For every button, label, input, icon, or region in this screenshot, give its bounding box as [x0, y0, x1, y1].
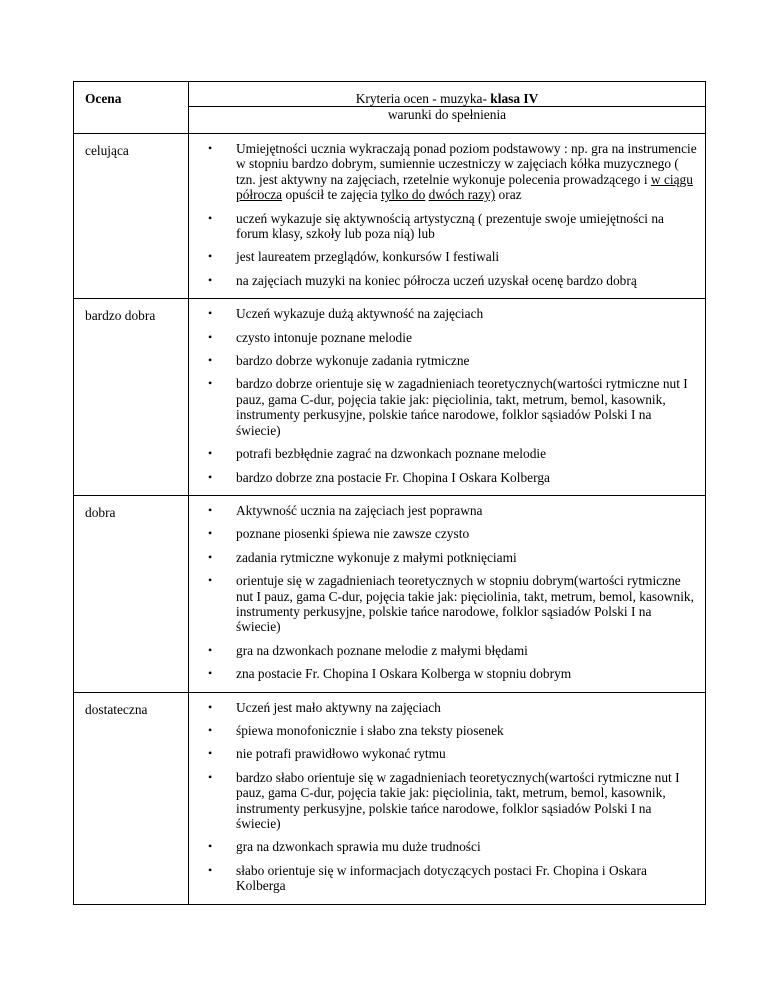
- criteria-item: • bardzo słabo orientuje się w zagadnieniach teoretycznych(wartości rytmiczne nut I pauz, gama C-dur, pojęcia takie jak: pięciolinia, takt, metrum, bemol, kasownik, instrumenty perkusyjne, polskie tańce narodowe, folklor sąsiadów Polski I na świecie): [189, 770, 699, 832]
- grade-row: [74, 299, 706, 496]
- criteria-list: [189, 693, 705, 904]
- criteria-cell: [189, 134, 706, 299]
- criteria-item: • na zajęciach muzyki na koniec półrocza uczeń uzyskał ocenę bardzo dobrą: [189, 273, 699, 288]
- criteria-item: • śpiewa monofonicznie i słabo zna teksty piosenek: [189, 723, 699, 738]
- criteria-item: • gra na dzwonkach sprawia mu duże trudności: [189, 839, 699, 854]
- criteria-item: • jest laureatem przeglądów, konkursów I festiwali: [189, 249, 699, 264]
- criteria-item: • nie potrafi prawidłowo wykonać rytmu: [189, 746, 699, 761]
- criteria-item: • czysto intonuje poznane melodie: [189, 330, 699, 345]
- criteria-item: • bardzo dobrze zna postacie Fr. Chopina I Oskara Kolberga: [189, 470, 699, 485]
- criteria-item: • Aktywność ucznia na zajęciach jest poprawna: [189, 503, 699, 518]
- criteria-item: • uczeń wykazuje się aktywnością artystyczną ( prezentuje swoje umiejętności na forum klasy, szkoły lub poza nią) lub: [189, 211, 699, 242]
- criteria-item: • zna postacie Fr. Chopina I Oskara Kolberga w stopniu dobrym: [189, 666, 699, 681]
- grade-name: dobra: [74, 495, 189, 692]
- criteria-item: • orientuje się w zagadnieniach teoretycznych w stopniu dobrym(wartości rytmiczne nut I pauz, gama C-dur, pojęcia takie jak: pięciolinia, takt, metrum, bemol, kasownik, instrumenty perkusyjne, polskie tańce narodowe, folklor sąsiadów Polski I na świecie): [189, 573, 699, 635]
- grade-row: [74, 495, 706, 692]
- class-label: klasa IV: [490, 91, 539, 106]
- grade-row: [74, 692, 706, 904]
- criteria-item: • gra na dzwonkach poznane melodie z małymi błędami: [189, 643, 699, 658]
- conditions-subheading: warunki do spełnienia: [189, 107, 706, 134]
- criteria-item: • słabo orientuje się w informacjach dotyczących postaci Fr. Chopina i Oskara Kolberga: [189, 863, 699, 894]
- table-header-row: [74, 82, 706, 107]
- criteria-cell: [189, 299, 706, 496]
- criteria-cell: [189, 495, 706, 692]
- criteria-title-prefix: Kryteria ocen - muzyka-: [355, 91, 491, 106]
- criteria-item: • Uczeń jest mało aktywny na zajęciach: [189, 700, 699, 715]
- grade-row: [74, 134, 706, 299]
- criteria-cell: [189, 692, 706, 904]
- criteria-list: [189, 496, 705, 692]
- criteria-item: • zadania rytmiczne wykonuje z małymi potknięciami: [189, 550, 699, 565]
- grade-column-header: Ocena: [74, 82, 189, 134]
- grade-name: celująca: [74, 134, 189, 299]
- criteria-item: • bardzo dobrze orientuje się w zagadnieniach teoretycznych(wartości rytmiczne nut I pauz, gama C-dur, pojęcia takie jak: pięciolinia, takt, metrum, bemol, kasownik, instrumenty perkusyjne, polskie tańce narodowe, folklor sąsiadów Polski I na świecie): [189, 376, 699, 438]
- criteria-title: [189, 82, 706, 107]
- criteria-item: • Umiejętności ucznia wykraczają ponad poziom podstawowy : np. gra na instrumencie w stopniu bardzo dobrym, sumiennie uczestniczy w zajęciach kółka muzycznego ( tzn. jest aktywny na zajęciach, rzetelnie wykonuje polecenia prowadzącego i w ciągu półrocza opuścił te zajęcia tylko do dwóch razy) oraz: [189, 141, 699, 203]
- criteria-item: • bardzo dobrze wykonuje zadania rytmiczne: [189, 353, 699, 368]
- criteria-list: [189, 299, 705, 495]
- grading-criteria-table: [73, 81, 706, 905]
- grade-name: dostateczna: [74, 692, 189, 904]
- criteria-item: • poznane piosenki śpiewa nie zawsze czysto: [189, 526, 699, 541]
- criteria-item: • Uczeń wykazuje dużą aktywność na zajęciach: [189, 306, 699, 321]
- grade-name: bardzo dobra: [74, 299, 189, 496]
- criteria-item: • potrafi bezbłędnie zagrać na dzwonkach poznane melodie: [189, 446, 699, 461]
- criteria-list: [189, 134, 705, 298]
